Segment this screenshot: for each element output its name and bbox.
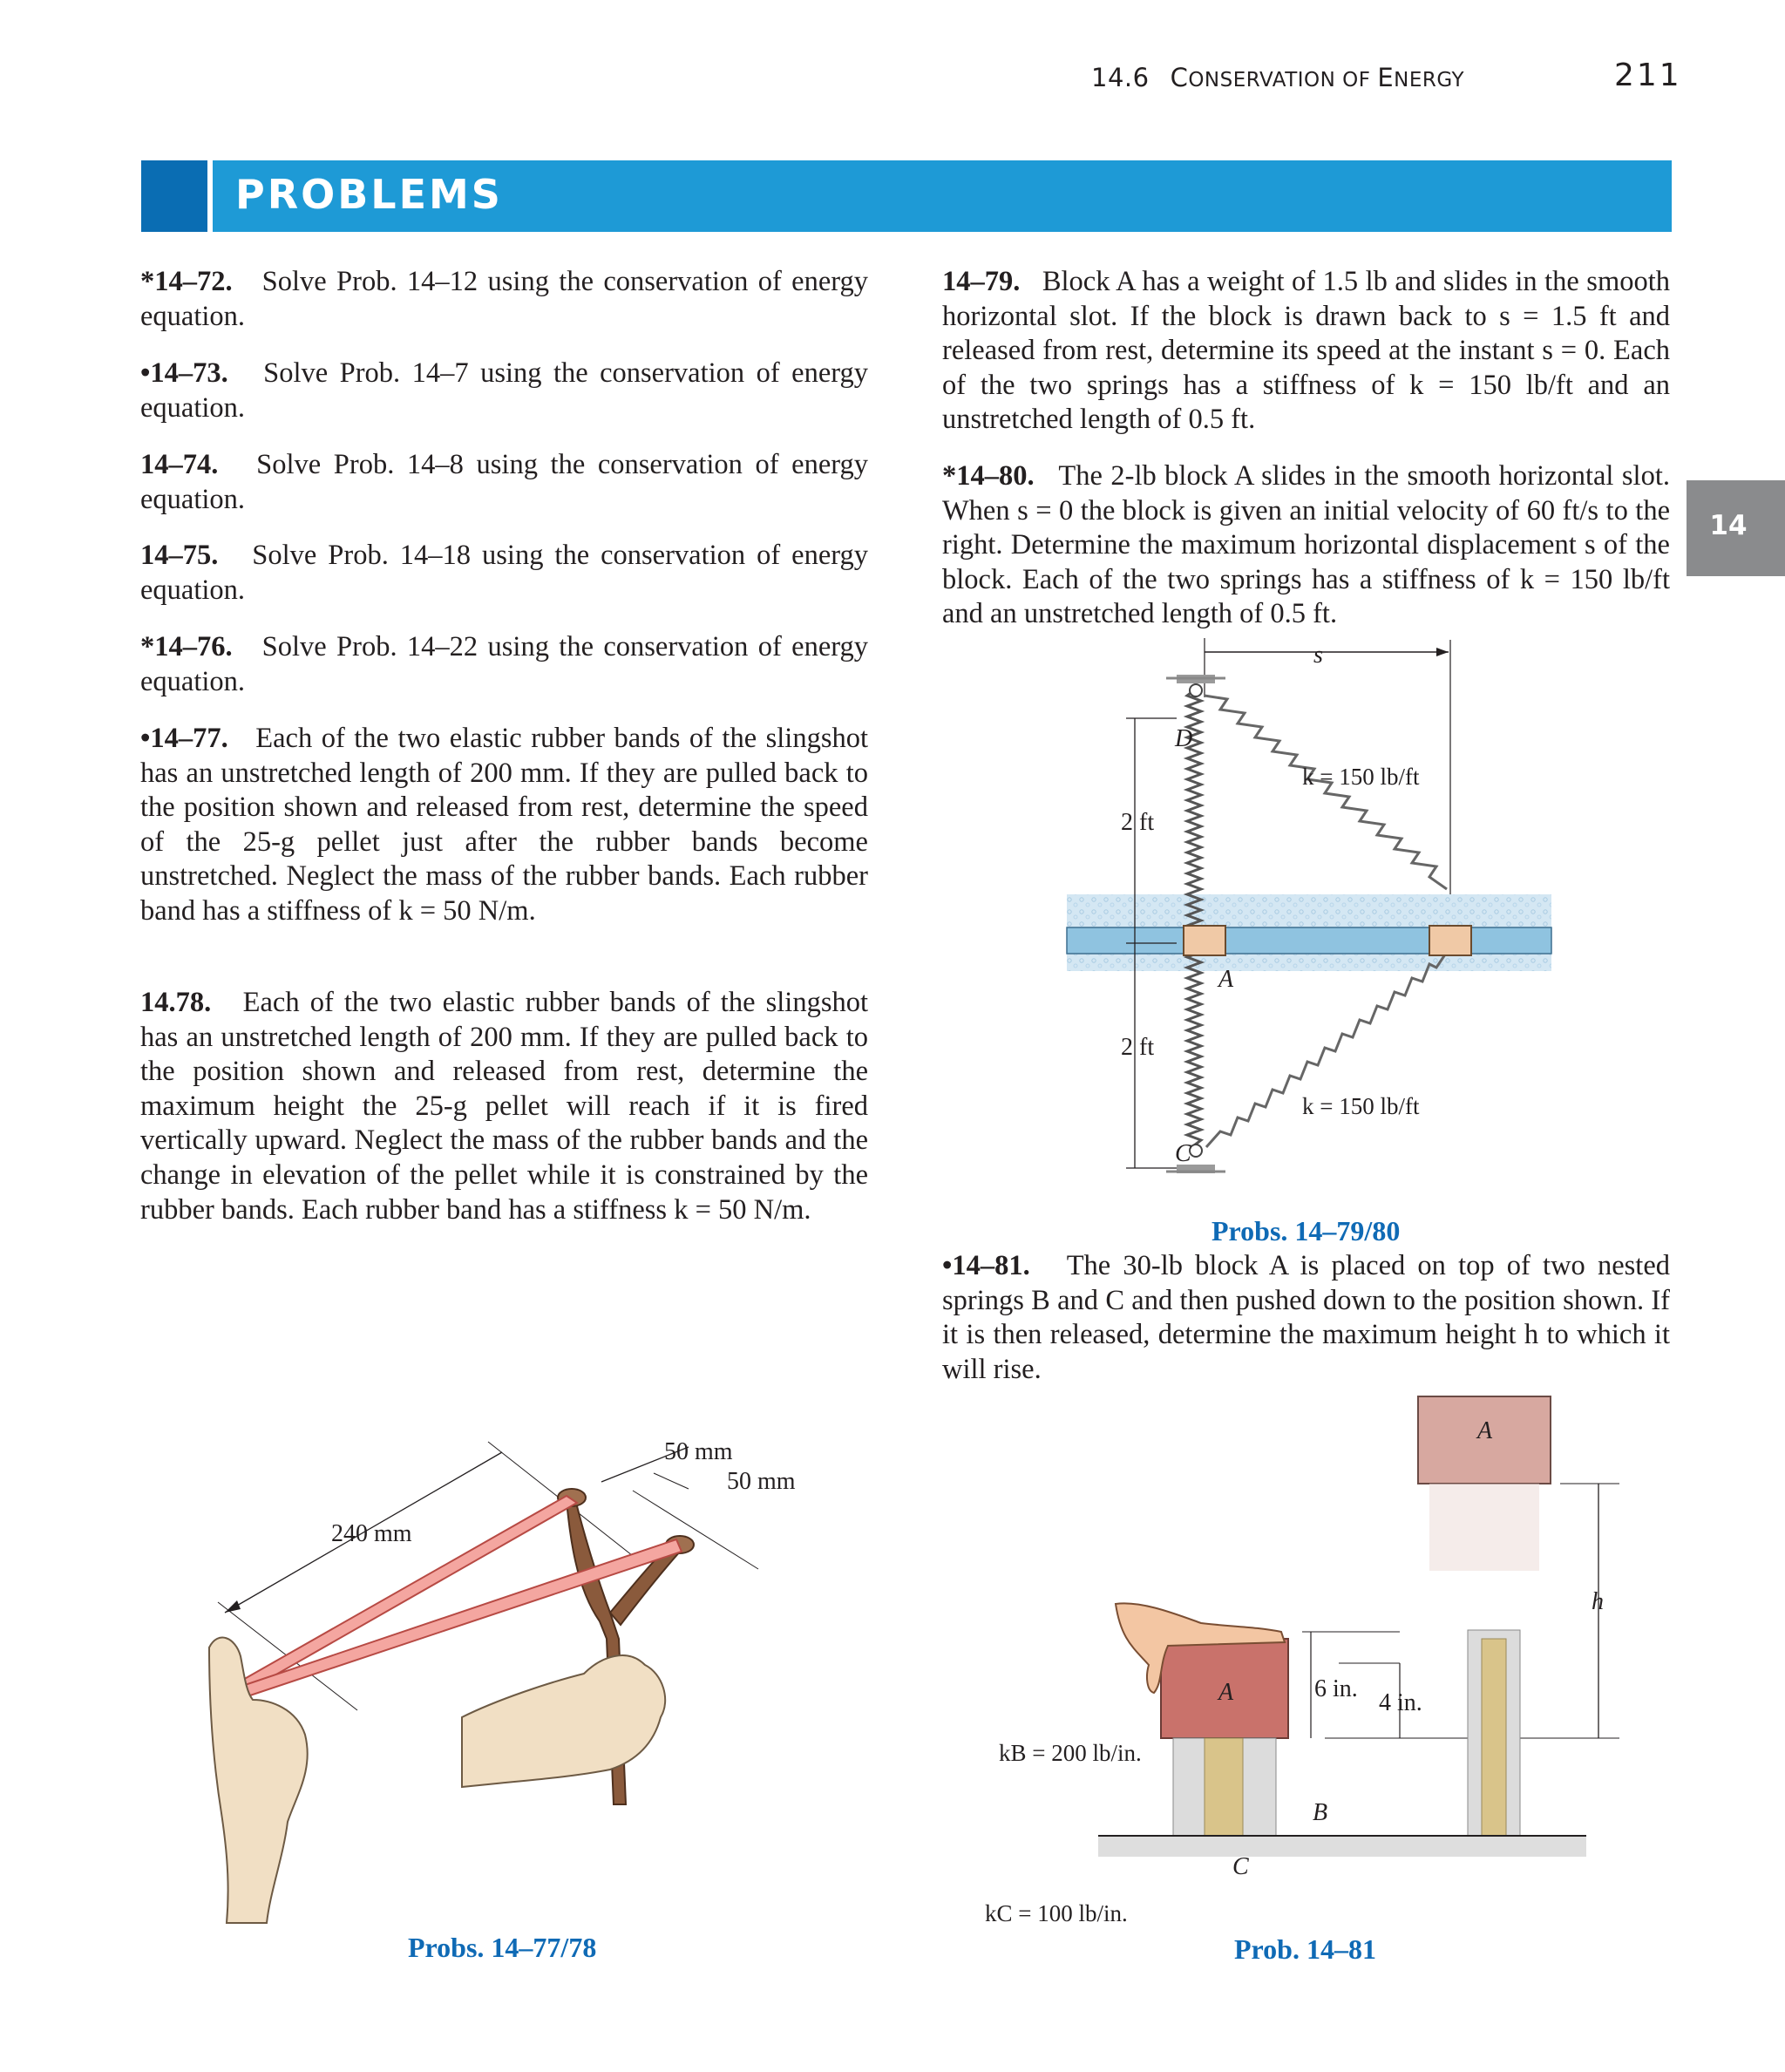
spring-label-top: k = 150 lb/ft — [1302, 764, 1420, 790]
s-label: s — [1313, 642, 1323, 669]
problem-14-80 — [942, 459, 1670, 632]
chapter-tab-label: 14 — [1709, 510, 1748, 541]
page-number: 211 — [1614, 58, 1682, 93]
dim-50b: 50 mm — [727, 1468, 796, 1495]
ground — [1098, 1836, 1586, 1857]
block-a-displaced — [1429, 926, 1471, 955]
arrow-right-icon — [1436, 648, 1449, 656]
section-number: 14.6 — [1091, 63, 1150, 92]
problem-14-74 — [140, 448, 868, 517]
label-b: B — [1313, 1799, 1328, 1826]
label-a: A — [1218, 966, 1234, 993]
problem-text: Each of the two elastic rubber bands of the slingshot has an unstretched length of 200 mm. If they are pulled back to the position shown and released from rest, determine the maximum height the 25-g pellet will reach if it is fired vertically upward. Neglect the mass of the rubber bands and the change in elevation of the pellet while it is constrained by the rubber bands. Each rubber band has a stiffness k = 50 N/m. — [140, 987, 869, 1226]
label-c: C — [1175, 1140, 1191, 1167]
problem-text: Solve Prob. 14–22 using the conservation of energy equation. — [140, 631, 868, 697]
dim-4in: 4 in. — [1379, 1689, 1422, 1716]
figure-slingshot — [200, 1438, 828, 1926]
problem-text: The 30-lb block A is placed on top of two nested springs B and C and then pushed down to the position shown. If it is then released, determine the maximum height h to which it will rise. — [942, 1250, 1670, 1385]
problem-14-75 — [140, 539, 868, 608]
problem-text: The 2-lb block A slides in the smooth horizontal slot. When s = 0 the block is given an initial velocity of 60 ft/s to the right. Determine the maximum horizontal displacement s of the block. Each of the two springs has a stiffness of k = 150 lb/ft and an unstretched length of 0.5 ft. — [942, 460, 1670, 630]
problem-text: Solve Prob. 14–8 using the conservation of energy equation. — [140, 449, 868, 515]
dim-240: 240 mm — [331, 1520, 412, 1547]
label-d: D — [1175, 725, 1193, 752]
problem-number: •14–81. — [942, 1250, 1030, 1281]
figure-nested-springs — [967, 1386, 1630, 1944]
banner-divider — [207, 160, 213, 232]
running-head-section — [1091, 63, 1464, 92]
block-a — [1184, 926, 1225, 955]
section-title-initial-2: E — [1377, 63, 1395, 92]
spring-b-compressed — [1173, 1738, 1276, 1836]
problem-number: 14–74. — [140, 449, 219, 480]
problem-number: •14–77. — [140, 723, 228, 754]
diagonal-spring-top — [1205, 696, 1447, 889]
label-h: h — [1592, 1588, 1604, 1615]
dim-2ft-top: 2 ft — [1121, 809, 1155, 836]
dim-50a: 50 mm — [664, 1438, 733, 1465]
section-title-rest: ONSERVATION OF — [1188, 69, 1378, 92]
problem-14-79 — [942, 265, 1670, 438]
problem-number: *14–80. — [942, 460, 1035, 492]
spring-label-bottom: k = 150 lb/ft — [1302, 1093, 1420, 1119]
problem-14-81 — [942, 1249, 1670, 1387]
problem-14-77 — [140, 722, 868, 929]
problem-number: •14–73. — [140, 357, 228, 389]
label-a-raised: A — [1477, 1417, 1493, 1444]
spring-released — [1468, 1630, 1520, 1836]
kb-label: kB = 200 lb/in. — [999, 1740, 1142, 1766]
caption-probs-79-80: Probs. 14–79/80 — [1211, 1215, 1401, 1247]
slot-channel — [1067, 927, 1551, 954]
problem-number: 14.78. — [140, 987, 212, 1018]
problem-text: Solve Prob. 14–18 using the conservation of energy equation. — [140, 540, 868, 606]
problem-text: Each of the two elastic rubber bands of the slingshot has an unstretched length of 200 mm. If they are pulled back to the position shown and released from rest, determine the speed of the 25-g pellet just after the rubber bands become unstretched. Neglect the mass of the rubber bands. Each rubber band has a stiffness of k = 50 N/m. — [140, 723, 868, 927]
banner-title: PROBLEMS — [235, 171, 503, 218]
problem-number: 14–75. — [140, 540, 219, 571]
arrow-icon — [225, 1600, 241, 1613]
pin-c — [1190, 1145, 1202, 1157]
problem-number: *14–72. — [140, 266, 233, 297]
problem-text: Solve Prob. 14–12 using the conservation of energy equation. — [140, 266, 868, 332]
problem-number: 14–79. — [942, 266, 1021, 297]
problem-14-76 — [140, 630, 868, 699]
label-a-compressed: A — [1218, 1679, 1234, 1706]
problem-14-72 — [140, 265, 868, 334]
problem-14-78 — [140, 986, 868, 1227]
pin-d — [1190, 684, 1202, 696]
caption-prob-81: Prob. 14–81 — [1234, 1933, 1376, 1965]
figure-slot-springs — [1055, 628, 1560, 1220]
problem-14-73 — [140, 357, 868, 425]
problem-number: *14–76. — [140, 631, 233, 662]
section-title-rest-2: NERGY — [1394, 69, 1465, 92]
section-title-initial: C — [1170, 63, 1189, 92]
dim-2ft-bottom: 2 ft — [1121, 1034, 1155, 1061]
problem-text: Block A has a weight of 1.5 lb and slides in the smooth horizontal slot. If the block is drawn back to s = 1.5 ft and released from rest, determine its speed at the instant s = 0. Each of the two springs has a stiffness of k = 150 lb/ft and an unstretched length of 0.5 ft. — [942, 266, 1671, 436]
dim-6in: 6 in. — [1314, 1675, 1358, 1702]
problem-text: Solve Prob. 14–7 using the conservation of energy equation. — [140, 357, 868, 424]
banner-accent-block — [141, 160, 207, 232]
kc-label: kC = 100 lb/in. — [985, 1900, 1128, 1926]
label-c: C — [1232, 1853, 1249, 1880]
motion-blur — [1429, 1484, 1539, 1571]
caption-probs-77-78: Probs. 14–77/78 — [408, 1932, 597, 1963]
right-hand — [462, 1655, 665, 1787]
chapter-tab[interactable] — [1687, 480, 1785, 576]
